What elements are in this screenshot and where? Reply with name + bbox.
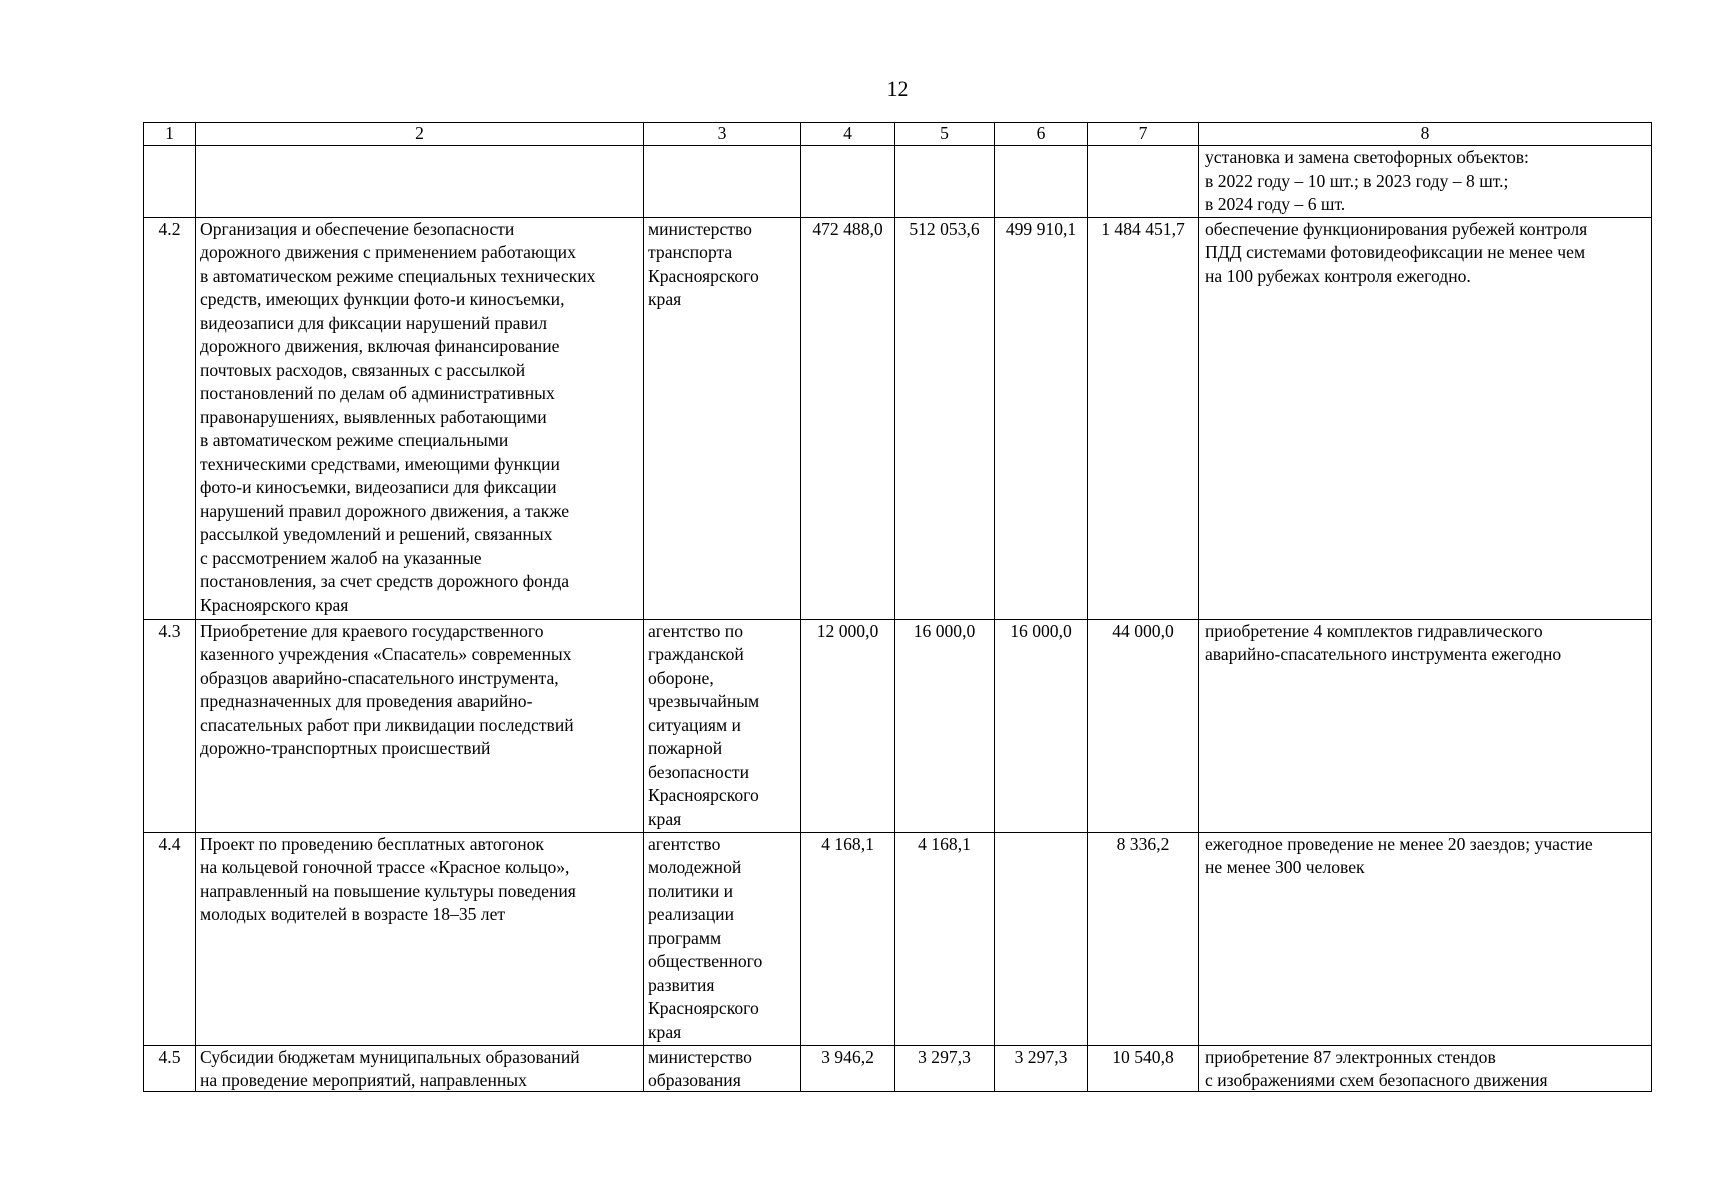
result-line: обеспечение функционирования рубежей контроля (1205, 218, 1588, 239)
table-row (144, 832, 1652, 1045)
text-line: Красноярского (648, 265, 759, 286)
column-header: 2 (196, 123, 644, 146)
text-line: Проект по проведению бесплатных автогонок (200, 833, 544, 854)
text-line: безопасности (648, 761, 749, 782)
text-line: Организация и обеспечение безопасности (200, 218, 515, 239)
text-line: министерство (648, 1046, 752, 1067)
column-header: 5 (895, 123, 995, 146)
result-line: в 2024 году – 6 шт. (1205, 194, 1346, 214)
row-number-cell: 4.2 (144, 217, 196, 619)
text-line: нарушений правил дорожного движения, а также (200, 500, 570, 521)
text-line: Красноярского края (200, 594, 349, 615)
text-line: видеозаписи для фиксации нарушений правил (200, 312, 547, 333)
value-2022-cell: 472 488,0 (801, 217, 895, 619)
activity-name-cell (196, 146, 644, 218)
text-line: на кольцевой гоночной трассе «Красное кольцо», (200, 857, 570, 877)
text-line: ситуациям и (648, 714, 741, 735)
result-cell (1199, 619, 1652, 832)
page-number: 12 (886, 76, 909, 101)
value-2024-cell (995, 146, 1088, 218)
table-header-row (144, 123, 1652, 146)
column-header: 4 (801, 123, 895, 146)
total-cell: 10 540,8 (1088, 1045, 1199, 1091)
text-line: образования (648, 1070, 741, 1090)
text-line: направленный на повышение культуры поведения (200, 880, 576, 901)
table-row (144, 1045, 1652, 1091)
text-line: молодых водителей в возрасте 18–35 лет (200, 904, 506, 924)
column-header: 7 (1088, 123, 1199, 146)
text-line: дорожно-транспортных происшествий (200, 738, 491, 758)
value-2023-cell: 4 168,1 (895, 832, 995, 1045)
result-cell (1199, 1045, 1652, 1091)
text-line: дорожного движения, включая финансирование (200, 336, 560, 356)
text-line: агентство по (648, 620, 744, 641)
text-line: агентство (648, 833, 721, 854)
executor-cell (644, 146, 801, 218)
text-line: дорожного движения с применением работающих (200, 242, 576, 262)
text-line: техническими средствами, имеющими функции (200, 453, 560, 474)
result-line: установка и замена светофорных объектов: (1205, 147, 1529, 167)
executor-cell (644, 619, 801, 832)
text-line: края (648, 1021, 682, 1042)
total-cell (1088, 146, 1199, 218)
row-number-cell: 4.5 (144, 1045, 196, 1091)
value-2024-cell (995, 832, 1088, 1045)
value-2022-cell (801, 146, 895, 218)
text-line: обороне, (648, 667, 714, 688)
text-line: молодежной (648, 857, 742, 877)
continuation-row (144, 146, 1652, 218)
text-line: на проведение мероприятий, направленных (200, 1070, 527, 1090)
text-line: постановлений по делам об административных (200, 383, 555, 403)
total-cell: 44 000,0 (1088, 619, 1199, 832)
text-line: в автоматическом режиме специальными (200, 430, 509, 450)
text-line: края (648, 289, 682, 309)
activity-name-cell (196, 619, 644, 832)
table-row (144, 619, 1652, 832)
result-line: на 100 рубежах контроля ежегодно. (1205, 265, 1471, 286)
text-line: гражданской (648, 644, 744, 664)
result-line: с изображениями схем безопасного движения (1205, 1070, 1548, 1090)
text-line: реализации (648, 904, 734, 924)
text-line: программ (648, 927, 722, 948)
total-cell: 8 336,2 (1088, 832, 1199, 1045)
result-line: не менее 300 человек (1205, 857, 1365, 877)
column-header: 1 (144, 123, 196, 146)
row-number-cell: 4.4 (144, 832, 196, 1045)
value-2024-cell: 499 910,1 (995, 217, 1088, 619)
result-line: приобретение 87 электронных стендов (1205, 1046, 1496, 1067)
text-line: спасательных работ при ликвидации последствий (200, 714, 574, 735)
row-number-cell (144, 146, 196, 218)
value-2022-cell: 3 946,2 (801, 1045, 895, 1091)
column-header: 6 (995, 123, 1088, 146)
result-line: аварийно-спасательного инструмента ежегодно (1205, 644, 1562, 664)
column-header: 8 (1199, 123, 1652, 146)
activity-name-cell (196, 1045, 644, 1091)
text-line: Красноярского (648, 998, 759, 1018)
value-2023-cell: 3 297,3 (895, 1045, 995, 1091)
row-number-cell: 4.3 (144, 619, 196, 832)
text-line: развития (648, 974, 715, 995)
text-line: политики и (648, 880, 734, 901)
text-line: рассылкой уведомлений и решений, связанных (200, 524, 553, 544)
total-cell: 1 484 451,7 (1088, 217, 1199, 619)
text-line: постановления, за счет средств дорожного фонда (200, 571, 570, 591)
executor-cell (644, 832, 801, 1045)
text-line: в автоматическом режиме специальных технических (200, 265, 596, 286)
text-line: с рассмотрением жалоб на указанные (200, 547, 482, 568)
text-line: фото-и киносъемки, видеозаписи для фиксации (200, 477, 557, 497)
activity-name-cell (196, 217, 644, 619)
text-line: средств, имеющих функции фото-и киносъемки, (200, 289, 565, 309)
text-line: транспорта (648, 242, 733, 262)
table-row (144, 217, 1652, 619)
activity-name-cell (196, 832, 644, 1045)
text-line: края (648, 808, 682, 829)
result-cell (1199, 217, 1652, 619)
program-activities-table (143, 122, 1652, 1092)
result-line: ежегодное проведение не менее 20 заездов; участие (1205, 833, 1593, 854)
text-line: Красноярского (648, 785, 759, 805)
text-line: министерство (648, 218, 752, 239)
result-cell (1199, 146, 1652, 218)
value-2023-cell (895, 146, 995, 218)
text-line: пожарной (648, 738, 723, 758)
value-2024-cell: 16 000,0 (995, 619, 1088, 832)
text-line: чрезвычайным (648, 691, 760, 711)
text-line: Субсидии бюджетам муниципальных образований (200, 1046, 580, 1067)
text-line: образцов аварийно-спасательного инструмента, (200, 667, 559, 688)
executor-cell (644, 217, 801, 619)
result-line: ПДД системами фотовидеофиксации не менее чем (1205, 242, 1586, 262)
text-line: почтовых расходов, связанных с рассылкой (200, 359, 526, 380)
result-cell (1199, 832, 1652, 1045)
value-2022-cell: 4 168,1 (801, 832, 895, 1045)
text-line: предназначенных для проведения аварийно- (200, 691, 533, 711)
text-line: казенного учреждения «Спасатель» современных (200, 644, 572, 664)
text-line: общественного (648, 951, 763, 971)
value-2023-cell: 512 053,6 (895, 217, 995, 619)
text-line: Приобретение для краевого государственного (200, 620, 544, 641)
value-2022-cell: 12 000,0 (801, 619, 895, 832)
result-line: в 2022 году – 10 шт.; в 2023 году – 8 шт.; (1205, 170, 1509, 191)
column-header: 3 (644, 123, 801, 146)
value-2024-cell: 3 297,3 (995, 1045, 1088, 1091)
result-line: приобретение 4 комплектов гидравлического (1205, 620, 1543, 641)
value-2023-cell: 16 000,0 (895, 619, 995, 832)
text-line: правонарушениях, выявленных работающими (200, 406, 547, 427)
executor-cell (644, 1045, 801, 1091)
